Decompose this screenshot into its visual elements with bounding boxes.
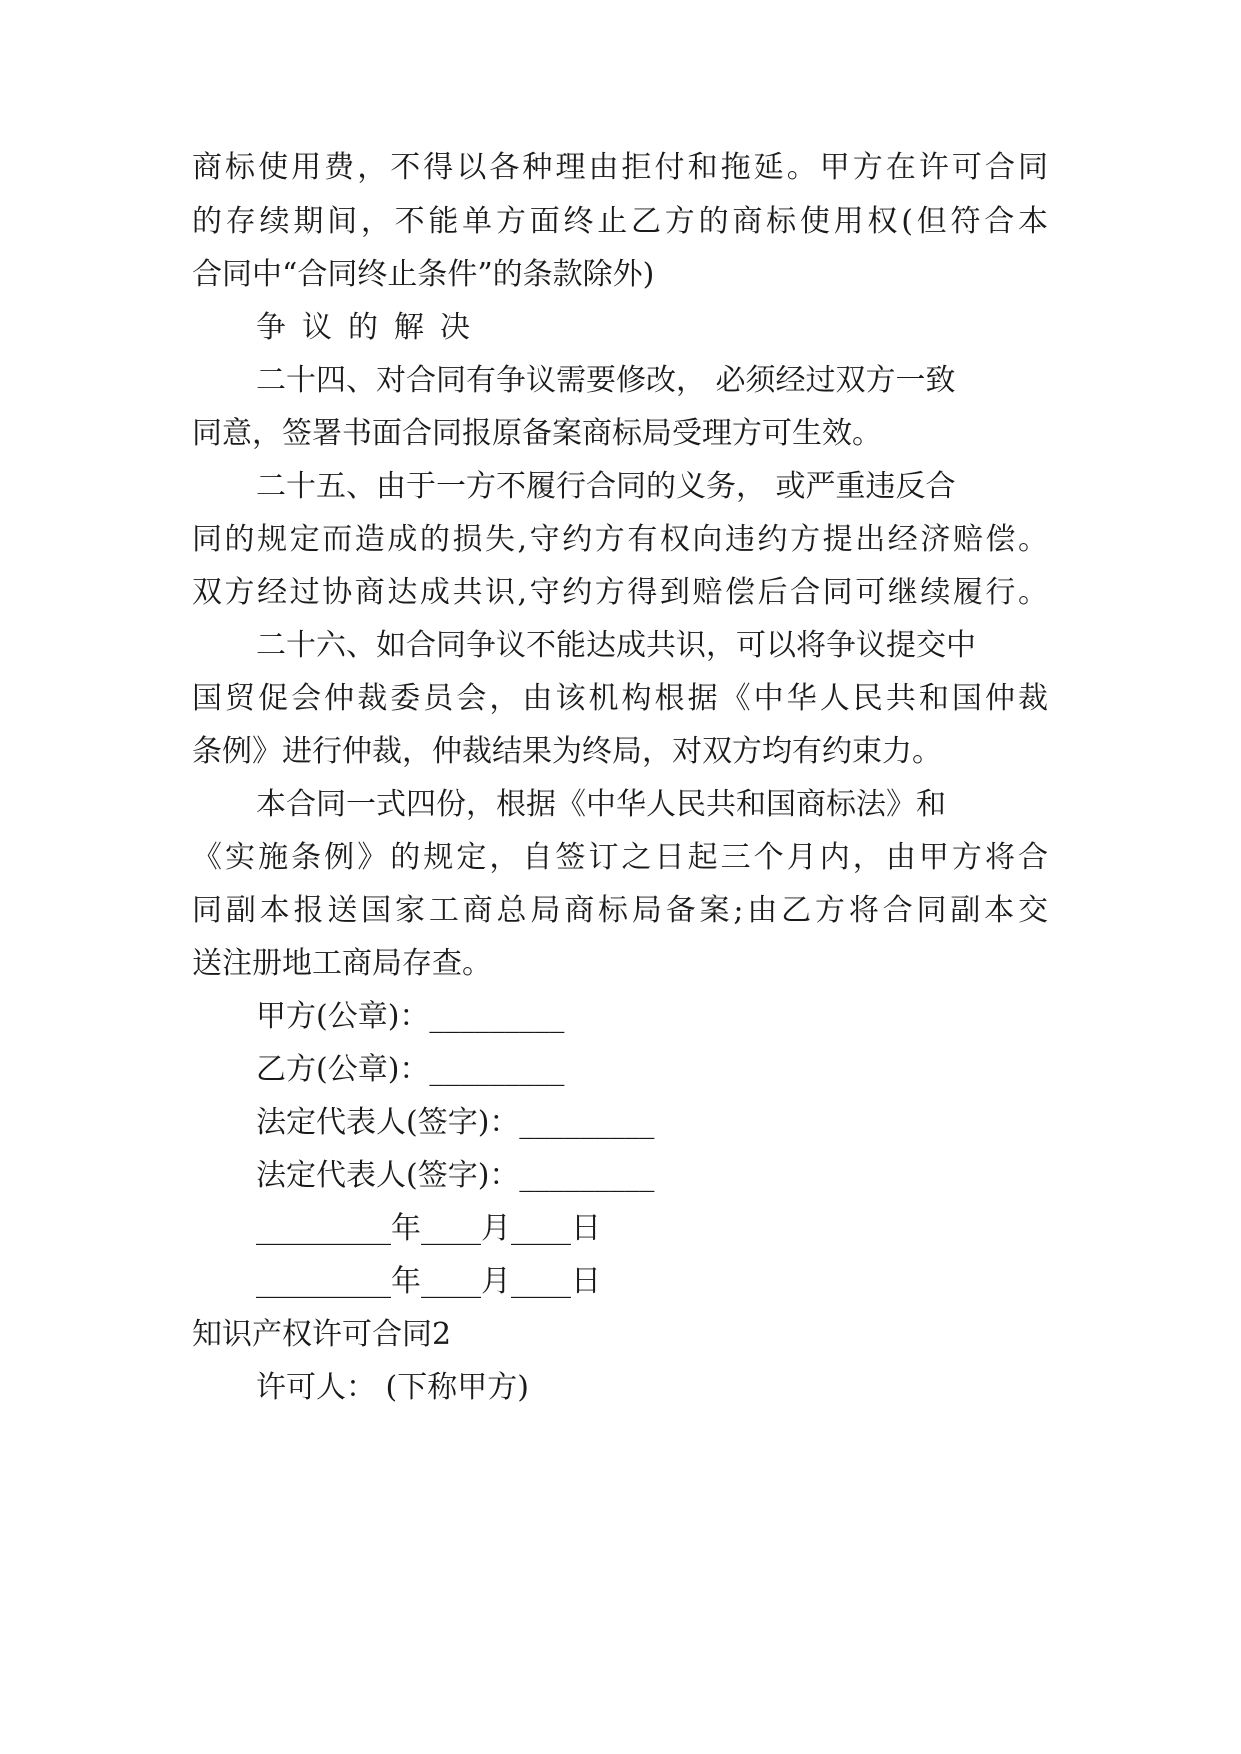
paragraph-line: 同的规定而造成的损失,守约方有权向违约方提出经济赔偿。 — [192, 522, 1048, 557]
next-contract-title: 知识产权许可合同2 — [192, 1317, 452, 1352]
party-a-seal-line: 甲方(公章)：_________ — [256, 999, 565, 1034]
paragraph-line: 合同中“合同终止条件”的条款除外) — [192, 257, 655, 292]
paragraph-line: 送注册地工商局存查。 — [192, 946, 492, 981]
licensor-line: 许可人： (下称甲方) — [256, 1370, 529, 1405]
paragraph-line: 二十四、对合同有争议需要修改， 必须经过双方一致 — [256, 363, 956, 398]
section-heading: 争议的解决 — [256, 310, 486, 345]
paragraph-line: 的存续期间，不能单方面终止乙方的商标使用权(但符合本 — [192, 204, 1048, 239]
paragraph-line: 条例》进行仲裁，仲裁结果为终局，对双方均有约束力。 — [192, 734, 942, 769]
paragraph-line: 同副本报送国家工商总局商标局备案;由乙方将合同副本交 — [192, 893, 1048, 928]
paragraph-line: 同意，签署书面合同报原备案商标局受理方可生效。 — [192, 416, 882, 451]
paragraph-line: 国贸促会仲裁委员会，由该机构根据《中华人民共和国仲裁 — [192, 681, 1048, 716]
paragraph-line: 本合同一式四份，根据《中华人民共和国商标法》和 — [256, 787, 946, 822]
paragraph-line: 《实施条例》的规定，自签订之日起三个月内，由甲方将合 — [192, 840, 1048, 875]
paragraph-line: 双方经过协商达成共识,守约方得到赔偿后合同可继续履行。 — [192, 575, 1048, 610]
representative-a-signature-line: 法定代表人(签字)：_________ — [256, 1105, 655, 1140]
representative-b-signature-line: 法定代表人(签字)：_________ — [256, 1158, 655, 1193]
paragraph-line: 商标使用费，不得以各种理由拒付和拖延。甲方在许可合同 — [192, 150, 1048, 185]
paragraph-line: 二十六、如合同争议不能达成共识，可以将争议提交中 — [256, 628, 976, 663]
party-b-seal-line: 乙方(公章)：_________ — [256, 1052, 565, 1087]
date-line-a: _________年____月____日 — [256, 1211, 601, 1246]
date-line-b: _________年____月____日 — [256, 1264, 601, 1299]
paragraph-line: 二十五、由于一方不履行合同的义务， 或严重违反合 — [256, 469, 956, 504]
